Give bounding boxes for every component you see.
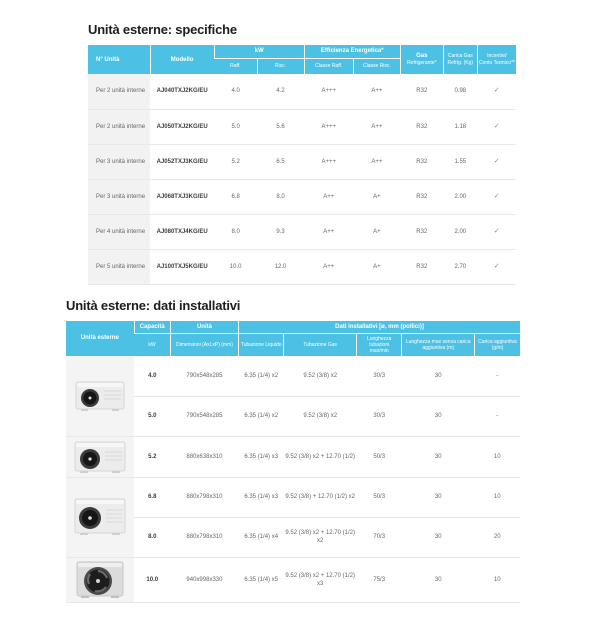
col-header-n-unita: N° Unità [88,45,150,74]
col-subheader-carica-aggiuntiva [475,334,520,357]
cell-lunghezza-max: 30 [402,517,475,557]
col-group-capacita: Capacità [134,321,170,334]
spec-table-header [88,45,516,74]
cell-lunghezza: 70/3 [357,517,402,557]
carica-header-line1: Carica Gas [447,52,473,59]
cell-tubazione-liquido: 6.35 (1/4) x4 [239,517,284,557]
cell-tubazione-liquido: 6.35 (1/4) x2 [239,356,284,396]
cell-gas: R32 [400,214,443,249]
incentivi-header-line2: Conto Termico** [478,59,515,66]
col-subheader-dimensioni: Dimensioni (AxLxP) (mm) [170,334,238,357]
cell-n-unita: Per 3 unità interne [88,144,150,179]
cell-classe-raff: A+++ [304,144,353,179]
cell-tubazione-gas: 9.52 (3/8) x2 + 12.70 (1/2) [284,436,357,477]
carica-agg-line1: Carica aggiuntiva [478,339,517,345]
cell-n-unita: Per 3 unità interne [88,179,150,214]
cell-n-unita: Per 4 unità interne [88,214,150,249]
cell-capacita: 5.2 [134,436,170,477]
col-header-carica-gas [443,45,477,74]
cell-tubazione-gas: 9.52 (3/8) x2 [284,356,357,396]
cell-capacita: 5.0 [134,396,170,436]
cell-tubazione-liquido: 6.35 (1/4) x3 [239,436,284,477]
cell-modello: AJ100TXJ5KG/EU [150,249,214,284]
spec-row [88,144,516,179]
col-subheader-classe-raff: Classe Raff. [304,58,353,74]
cell-n-unita: Per 2 unità interne [88,109,150,144]
cell-lunghezza: 30/3 [357,356,402,396]
cell-dimensioni: 880x798x310 [170,517,238,557]
cell-lunghezza: 75/3 [357,557,402,602]
cell-carica-aggiuntiva: 20 [475,517,520,557]
cell-tubazione-gas: 9.52 (3/8) x2 + 12.70 (1/2) x2 [284,517,357,557]
col-subheader-risc: Risc. [257,58,304,74]
spec-row [88,74,516,109]
cell-gas: R32 [400,74,443,109]
cell-lunghezza-max: 30 [402,436,475,477]
install-header-row-2 [66,334,520,357]
col-subheader-classe-risc: Classe Risc. [353,58,400,74]
gas-header-line2: Refrigerante* [407,60,437,66]
cell-tubazione-gas: 9.52 (3/8) + 12.70 (1/2) x2 [284,477,357,517]
checkmark-icon: ✓ [477,214,516,249]
unit-image-cell [66,557,134,602]
lunghezza-line2: max/min [369,348,389,354]
cell-n-unita: Per 2 unità interne [88,74,150,109]
spec-section [88,22,516,285]
incentivi-header-line1: Incentivi/ [487,52,507,59]
install-section-title: Unità esterne: dati installativi [66,297,241,313]
cell-capacita: 8.0 [134,517,170,557]
unit-image-cell [66,436,134,477]
cell-kw-risc: 9.3 [257,214,304,249]
cell-carica-aggiuntiva: 10 [475,557,520,602]
col-subheader-raff: Raff. [214,58,257,74]
cell-dimensioni: 940x998x330 [170,557,238,602]
cell-kw-risc: 8.0 [257,179,304,214]
lunghezza-max-line1: Lunghezza max senza carica [405,339,471,345]
cell-n-unita: Per 5 unità interne [88,249,150,284]
cell-tubazione-liquido: 6.35 (1/4) x3 [239,477,284,517]
install-row [66,356,520,396]
cell-kw-raff: 5.2 [214,144,257,179]
cell-carica: 1.55 [443,144,477,179]
cell-dimensioni: 880x638x310 [170,436,238,477]
cell-lunghezza-max: 30 [402,396,475,436]
cell-classe-raff: A++ [304,249,353,284]
outdoor-unit-4port-icon [74,497,126,537]
cell-modello: AJ068TXJ3KG/EU [150,179,214,214]
cell-classe-risc: A++ [353,74,400,109]
col-header-incentivi [477,45,516,74]
cell-kw-raff: 6.8 [214,179,257,214]
col-group-unita: Unità [170,321,238,334]
spec-row [88,179,516,214]
cell-lunghezza-max: 30 [402,477,475,517]
cell-gas: R32 [400,179,443,214]
checkmark-icon: ✓ [477,249,516,284]
install-row [66,436,520,477]
spec-section-title: Unità esterne: specifiche [88,22,237,37]
cell-modello: AJ040TXJ2KG/EU [150,74,214,109]
lunghezza-line1: Lunghezza tubazioni [366,336,392,348]
checkmark-icon: ✓ [477,179,516,214]
carica-agg-line2: (g/m) [491,345,504,351]
cell-modello: AJ050TXJ2KG/EU [150,109,214,144]
cell-carica-aggiuntiva: - [475,356,520,396]
cell-dimensioni: 790x548x285 [170,396,238,436]
install-header-row-1 [66,321,520,334]
cell-kw-risc: 4.2 [257,74,304,109]
install-table-header [66,321,520,357]
cell-lunghezza-max: 30 [402,557,475,602]
cell-gas: R32 [400,144,443,179]
cell-carica-aggiuntiva: 10 [475,477,520,517]
spec-table-body [88,74,516,284]
col-subheader-tubazione-gas: Tubazione Gas [284,334,357,357]
install-section [66,298,520,603]
cell-kw-raff: 5.0 [214,109,257,144]
install-row [66,396,520,436]
col-subheader-lunghezza-max [402,334,475,357]
unit-image-cell [66,356,134,436]
cell-lunghezza: 50/3 [357,477,402,517]
cell-kw-risc: 5.6 [257,109,304,144]
spec-header-row-1 [88,45,516,58]
col-header-gas-refrigerante [400,45,443,74]
col-header-unita-esterne: Unità esterne [66,321,134,357]
cell-tubazione-gas: 9.52 (3/8) x2 + 12.70 (1/2) x3 [284,557,357,602]
cell-carica: 2.00 [443,179,477,214]
cell-tubazione-gas: 9.52 (3/8) x2 [284,396,357,436]
cell-kw-risc: 12.0 [257,249,304,284]
cell-tubazione-liquido: 6.35 (1/4) x5 [239,557,284,602]
install-table [66,321,520,603]
cell-dimensioni: 790x548x285 [170,356,238,396]
cell-modello: AJ080TXJ4KG/EU [150,214,214,249]
checkmark-icon: ✓ [477,109,516,144]
col-subheader-kw: kW [134,334,170,357]
outdoor-unit-2port-icon [75,379,125,413]
lunghezza-max-line2: aggiuntiva (m) [422,345,455,351]
install-row [66,517,520,557]
install-table-body [66,356,520,602]
cell-classe-risc: A+ [353,249,400,284]
spec-table [88,45,516,285]
cell-carica: 2.70 [443,249,477,284]
unit-image-cell [66,477,134,557]
cell-carica-aggiuntiva: 10 [475,436,520,477]
cell-classe-raff: A++ [304,179,353,214]
cell-capacita: 6.8 [134,477,170,517]
cell-lunghezza-max: 30 [402,356,475,396]
cell-lunghezza: 30/3 [357,396,402,436]
cell-classe-risc: A+ [353,214,400,249]
cell-kw-raff: 4.0 [214,74,257,109]
cell-carica: 1.18 [443,109,477,144]
gas-header-line1: Gas [416,53,428,59]
install-row [66,477,520,517]
cell-modello: AJ052TXJ3KG/EU [150,144,214,179]
install-row [66,557,520,602]
col-subheader-lunghezza [357,334,402,357]
checkmark-icon: ✓ [477,144,516,179]
cell-carica: 2.00 [443,214,477,249]
cell-gas: R32 [400,249,443,284]
cell-gas: R32 [400,109,443,144]
spec-row [88,214,516,249]
col-group-kw: kW [214,45,304,58]
cell-classe-raff: A+++ [304,74,353,109]
cell-classe-risc: A++ [353,144,400,179]
col-subheader-tubazione-liquido: Tubazione Liquido [239,334,284,357]
col-group-efficienza: Efficienza Energetica* [304,45,400,58]
outdoor-unit-3port-icon [74,439,126,475]
cell-classe-risc: A+ [353,179,400,214]
cell-kw-raff: 8.0 [214,214,257,249]
cell-lunghezza: 50/3 [357,436,402,477]
cell-carica-aggiuntiva: - [475,396,520,436]
carica-header-line2: Refrig. (Kg) [447,59,474,66]
spec-row [88,249,516,284]
cell-tubazione-liquido: 6.35 (1/4) x2 [239,396,284,436]
col-group-dati-installativi: Dati installativi [ø, mm (pollici)] [239,321,521,334]
cell-classe-raff: A+++ [304,109,353,144]
cell-classe-raff: A++ [304,214,353,249]
col-header-modello: Modello [150,45,214,74]
checkmark-icon: ✓ [477,74,516,109]
cell-kw-risc: 6.5 [257,144,304,179]
cell-carica: 0.98 [443,74,477,109]
cell-capacita: 10.0 [134,557,170,602]
spec-row [88,109,516,144]
outdoor-unit-5port-icon [76,560,124,600]
cell-dimensioni: 880x798x310 [170,477,238,517]
cell-classe-risc: A++ [353,109,400,144]
cell-capacita: 4.0 [134,356,170,396]
cell-kw-raff: 10.0 [214,249,257,284]
